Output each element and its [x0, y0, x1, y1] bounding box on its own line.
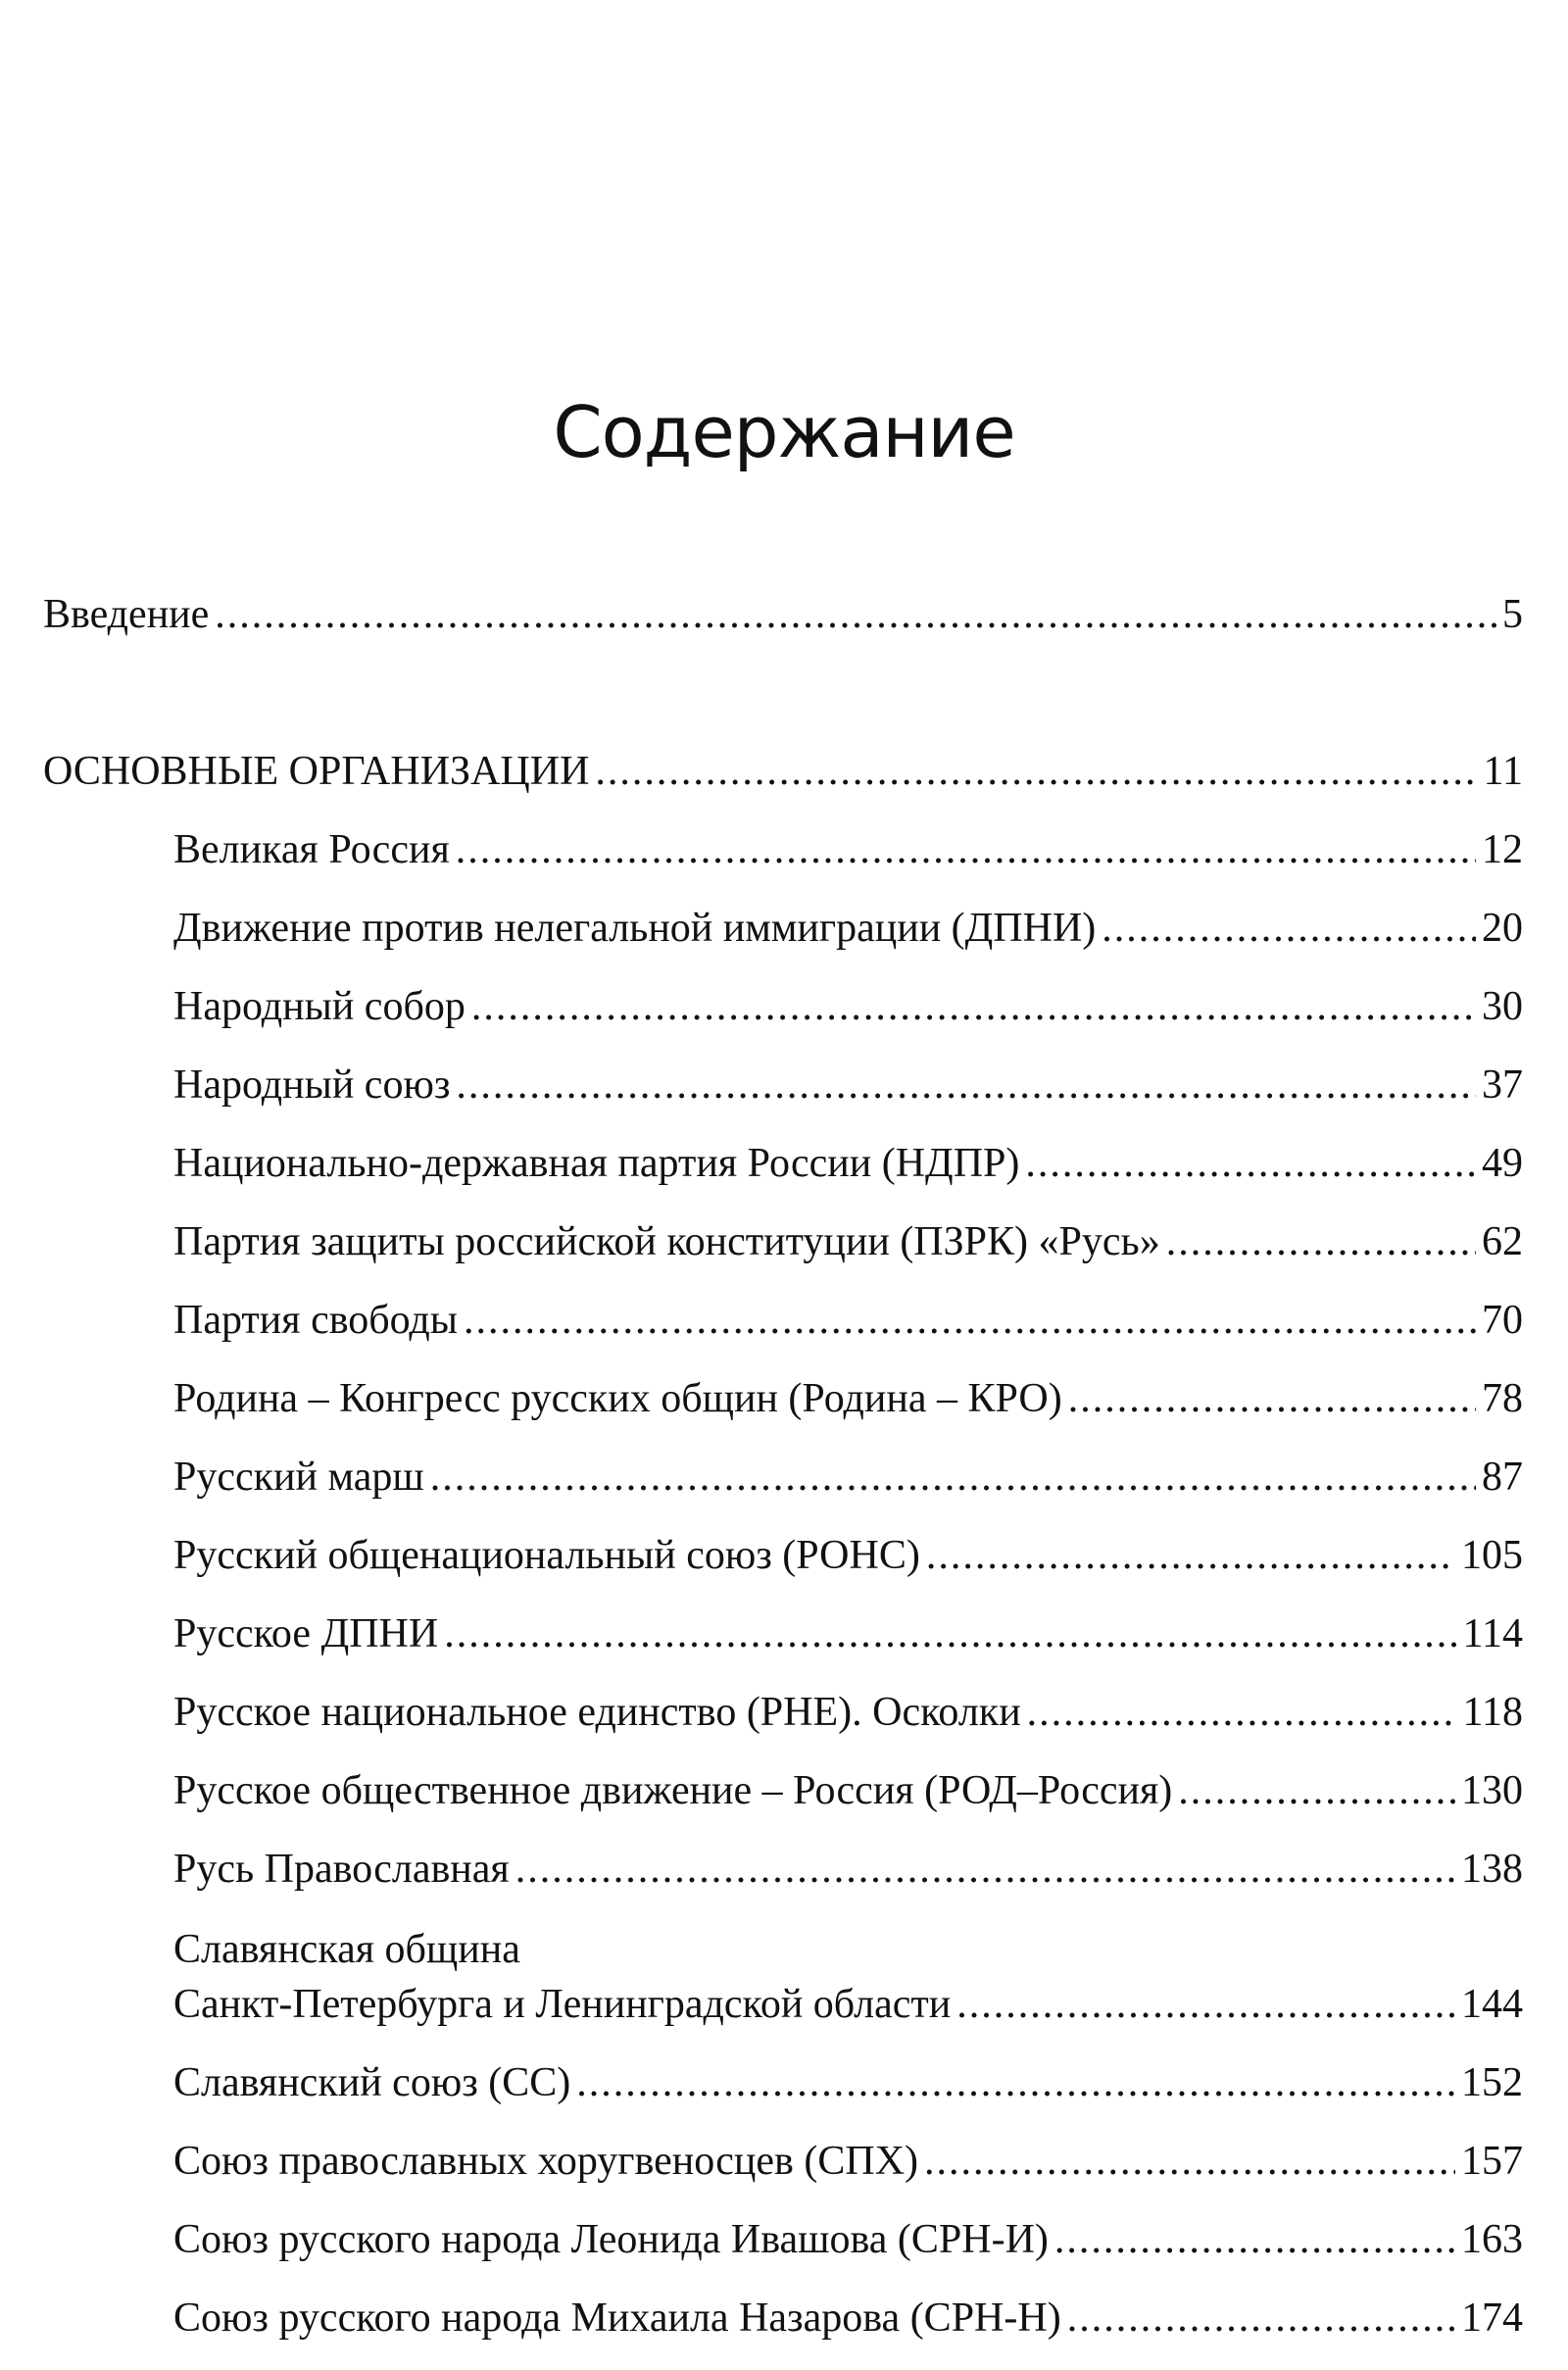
toc-entry-page: 70: [1482, 1298, 1523, 1343]
toc-entry[interactable]: [173, 1064, 1523, 1106]
toc-entry[interactable]: [173, 1613, 1523, 1654]
toc-entry-label: Союз русского народа Леонида Ивашова (СРН-И): [173, 2217, 1049, 2262]
dot-leader: [1027, 1692, 1457, 1733]
dot-leader: [926, 1535, 1455, 1576]
toc-entry-label: Русский общенациональный союз (РОНС): [173, 1533, 920, 1578]
toc-entry-label: Народный союз: [173, 1062, 451, 1108]
dot-leader: [456, 829, 1476, 870]
toc-entry-page: 163: [1461, 2217, 1523, 2262]
toc-entry[interactable]: [173, 1300, 1523, 1341]
toc-entry-page: 130: [1461, 1768, 1523, 1813]
dot-leader: [430, 1457, 1476, 1498]
dot-leader: [215, 594, 1496, 635]
toc-entry-label: Партия защиты российской конституции (ПЗРК) «Русь»: [173, 1219, 1160, 1264]
toc-entry-label: Великая Россия: [173, 827, 450, 872]
toc-entry-label: Санкт-Петербурга и Ленинградской области: [173, 1982, 952, 2027]
toc-entry-page: 114: [1462, 1611, 1523, 1656]
dot-leader: [1166, 1221, 1476, 1262]
toc-entry[interactable]: [173, 2141, 1523, 2182]
toc-entry-page: 174: [1461, 2296, 1523, 2341]
toc-entry-page: 62: [1482, 1219, 1523, 1264]
toc-entry-page: 5: [1502, 592, 1523, 637]
toc-section-page: 11: [1483, 749, 1523, 794]
toc-entry[interactable]: [173, 1143, 1523, 1184]
dot-leader: [1178, 1770, 1455, 1811]
toc-entry-page: 30: [1482, 984, 1523, 1029]
dot-leader: [515, 1849, 1455, 1890]
toc-entry-label: Союз русского народа Михаила Назарова (СРН-Н): [173, 2296, 1061, 2341]
dot-leader: [444, 1613, 1456, 1654]
toc-entry-label: Союз православных хоругвеносцев (СПХ): [173, 2139, 919, 2184]
toc-entry-page: 118: [1462, 1690, 1523, 1735]
toc-entry-page: 157: [1461, 2139, 1523, 2184]
toc-entry-label: Русский марш: [173, 1455, 424, 1500]
toc-section-label: ОСНОВНЫЕ ОРГАНИЗАЦИИ: [43, 749, 590, 794]
toc-entry[interactable]: [173, 2219, 1523, 2260]
toc-entry-label-first-line: Славянская община: [173, 1927, 520, 1972]
toc-entry-label: Русское национальное единство (РНЕ). Осколки: [173, 1690, 1021, 1735]
toc-entry-label: Славянский союз (СС): [173, 2060, 571, 2105]
toc-entry[interactable]: [173, 2062, 1523, 2103]
dot-leader: [576, 2062, 1455, 2103]
toc-entry-label: Введение: [43, 592, 210, 637]
dot-leader: [595, 751, 1477, 792]
toc-entry-page: 105: [1461, 1533, 1523, 1578]
toc-entry-page: 87: [1482, 1455, 1523, 1500]
dot-leader: [1025, 1143, 1476, 1184]
toc-entry[interactable]: [173, 986, 1523, 1027]
dot-leader: [1068, 1378, 1476, 1419]
toc-entry-page: 12: [1482, 827, 1523, 872]
toc-entry-label: Русское ДПНИ: [173, 1611, 439, 1656]
toc-entry[interactable]: [173, 1770, 1523, 1811]
toc-entry-introduction[interactable]: [43, 594, 1523, 635]
toc-entry-page: 152: [1461, 2060, 1523, 2105]
page-title: Содержание: [553, 391, 1015, 473]
toc-entry-page: 144: [1461, 1982, 1523, 2027]
dot-leader: [1102, 908, 1476, 949]
toc-entry[interactable]: [173, 1457, 1523, 1498]
dot-leader: [1054, 2219, 1455, 2260]
toc-entry-page: 37: [1482, 1062, 1523, 1108]
toc-entry-label: Партия свободы: [173, 1298, 459, 1343]
toc-entry-label: Родина – Конгресс русских общин (Родина – КРО): [173, 1376, 1062, 1421]
toc-entry-label: Движение против нелегальной иммиграции (ДПНИ): [173, 906, 1097, 951]
toc-entry-label: Русское общественное движение – Россия (РОД–Россия): [173, 1768, 1173, 1813]
toc-section-main-organizations[interactable]: [43, 751, 1523, 792]
dot-leader: [464, 1300, 1476, 1341]
toc-entry[interactable]: [173, 1535, 1523, 1576]
dot-leader: [456, 1064, 1476, 1106]
dot-leader: [471, 986, 1476, 1027]
toc-entry-page: 20: [1482, 906, 1523, 951]
dot-leader: [924, 2141, 1455, 2182]
toc-entry-label: Русь Православная: [173, 1847, 510, 1892]
toc-entry-label: Народный собор: [173, 984, 466, 1029]
toc-entry[interactable]: [173, 1692, 1523, 1733]
toc-entry[interactable]: [173, 908, 1523, 949]
dot-leader: [956, 1984, 1455, 2025]
toc-entry-page: 138: [1461, 1847, 1523, 1892]
toc-entry-page: 49: [1482, 1141, 1523, 1186]
dot-leader: [1067, 2297, 1455, 2339]
toc-entry-page: 78: [1482, 1376, 1523, 1421]
toc-entry[interactable]: [173, 1849, 1523, 1890]
toc-entry-label: Национально-державная партия России (НДПР): [173, 1141, 1020, 1186]
toc-entry[interactable]: [173, 1378, 1523, 1419]
toc-entry[interactable]: [173, 2297, 1523, 2339]
toc-entry[interactable]: [173, 1221, 1523, 1262]
toc-entry[interactable]: [173, 829, 1523, 870]
toc-entry[interactable]: [173, 1984, 1523, 2025]
